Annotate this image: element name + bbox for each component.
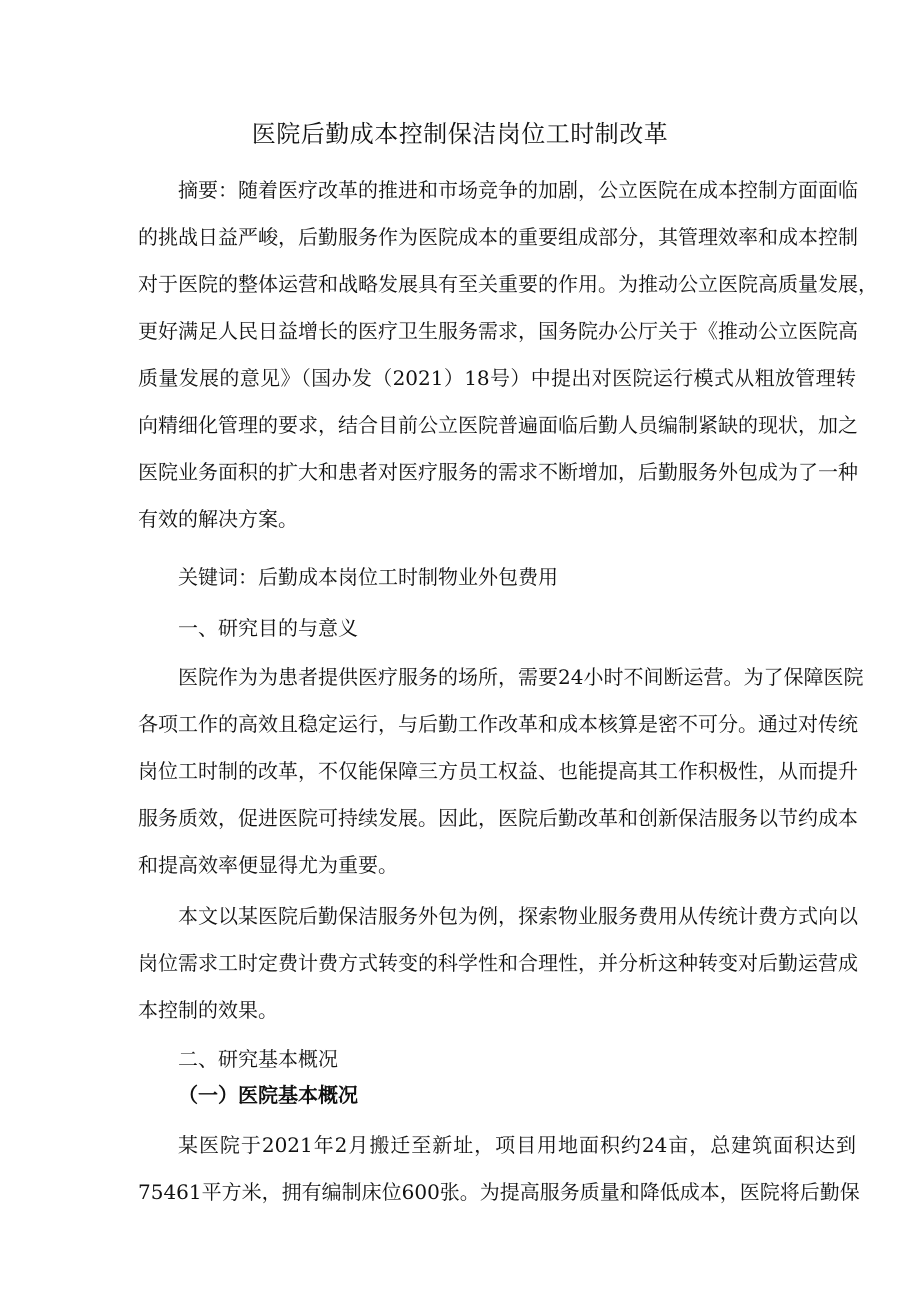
paragraph-line: 75461平方米，拥有编制床位600张。为提高服务质量和降低成本，医院将后勤保 — [138, 1180, 860, 1204]
subsection-heading-1 — [138, 1072, 856, 1119]
abstract-line: 有效的解决方案。 — [138, 507, 298, 531]
abstract-line: 质量发展的意见》（国办发（2021）18号）中提出对医院运行模式从粗放管理转 — [138, 366, 856, 390]
paragraph-line: 岗位工时制的改革，不仅能保障三方员工权益、也能提高其工作积极性，从而提升 — [138, 759, 858, 783]
abstract-line: 对于医院的整体运营和战略发展具有至关重要的作用。为推动公立医院高质量发展， — [138, 272, 878, 296]
keywords-paragraph — [138, 554, 856, 601]
document-title: 医院后勤成本控制保洁岗位工时制改革 — [251, 120, 669, 148]
abstract-line: 更好满足人民日益增长的医疗卫生服务需求，国务院办公厅关于《推动公立医院高 — [138, 319, 858, 343]
subsection-heading-text: （一）医院基本概况 — [178, 1083, 358, 1107]
paragraph-line: 和提高效率便显得尤为重要。 — [138, 853, 398, 877]
paragraph-line: 本文以某医院后勤保洁服务外包为例，探索物业服务费用从传统计费方式向以 — [178, 904, 858, 928]
abstract-line: 向精细化管理的要求，结合目前公立医院普遍面临后勤人员编制紧缺的现状，加之 — [138, 413, 858, 437]
keywords-text: 关键词：后勤成本岗位工时制物业外包费用 — [178, 565, 558, 589]
paragraph-line: 岗位需求工时定费计费方式转变的科学性和合理性，并分析这种转变对后勤运营成 — [138, 951, 858, 975]
abstract-paragraph — [138, 167, 878, 543]
abstract-line: 摘要：随着医疗改革的推进和市场竞争的加剧，公立医院在成本控制方面面临 — [178, 178, 858, 202]
section1-paragraph-1 — [138, 654, 864, 889]
paragraph-line: 本控制的效果。 — [138, 998, 278, 1022]
paragraph-line: 某医院于2021年2月搬迁至新址，项目用地面积约24亩，总建筑面积达到 — [178, 1133, 856, 1157]
section-heading-text: 二、研究基本概况 — [178, 1047, 338, 1071]
paragraph-line: 各项工作的高效且稳定运行，与后勤工作改革和成本核算是密不可分。通过对传统 — [138, 712, 858, 736]
subsection1-paragraph — [138, 1122, 860, 1216]
paragraph-line: 服务质效，促进医院可持续发展。因此，医院后勤改革和创新保洁服务以节约成本 — [138, 806, 858, 830]
paragraph-line: 医院作为为患者提供医疗服务的场所，需要24小时不间断运营。为了保障医院 — [178, 665, 864, 689]
abstract-line: 医院业务面积的扩大和患者对医疗服务的需求不断增加，后勤服务外包成为了一种 — [138, 460, 858, 484]
section1-paragraph-2 — [138, 893, 856, 1034]
section-heading-1 — [138, 605, 856, 652]
abstract-line: 的挑战日益严峻，后勤服务作为医院成本的重要组成部分，其管理效率和成本控制 — [138, 225, 858, 249]
section-heading-text: 一、研究目的与意义 — [178, 616, 358, 640]
